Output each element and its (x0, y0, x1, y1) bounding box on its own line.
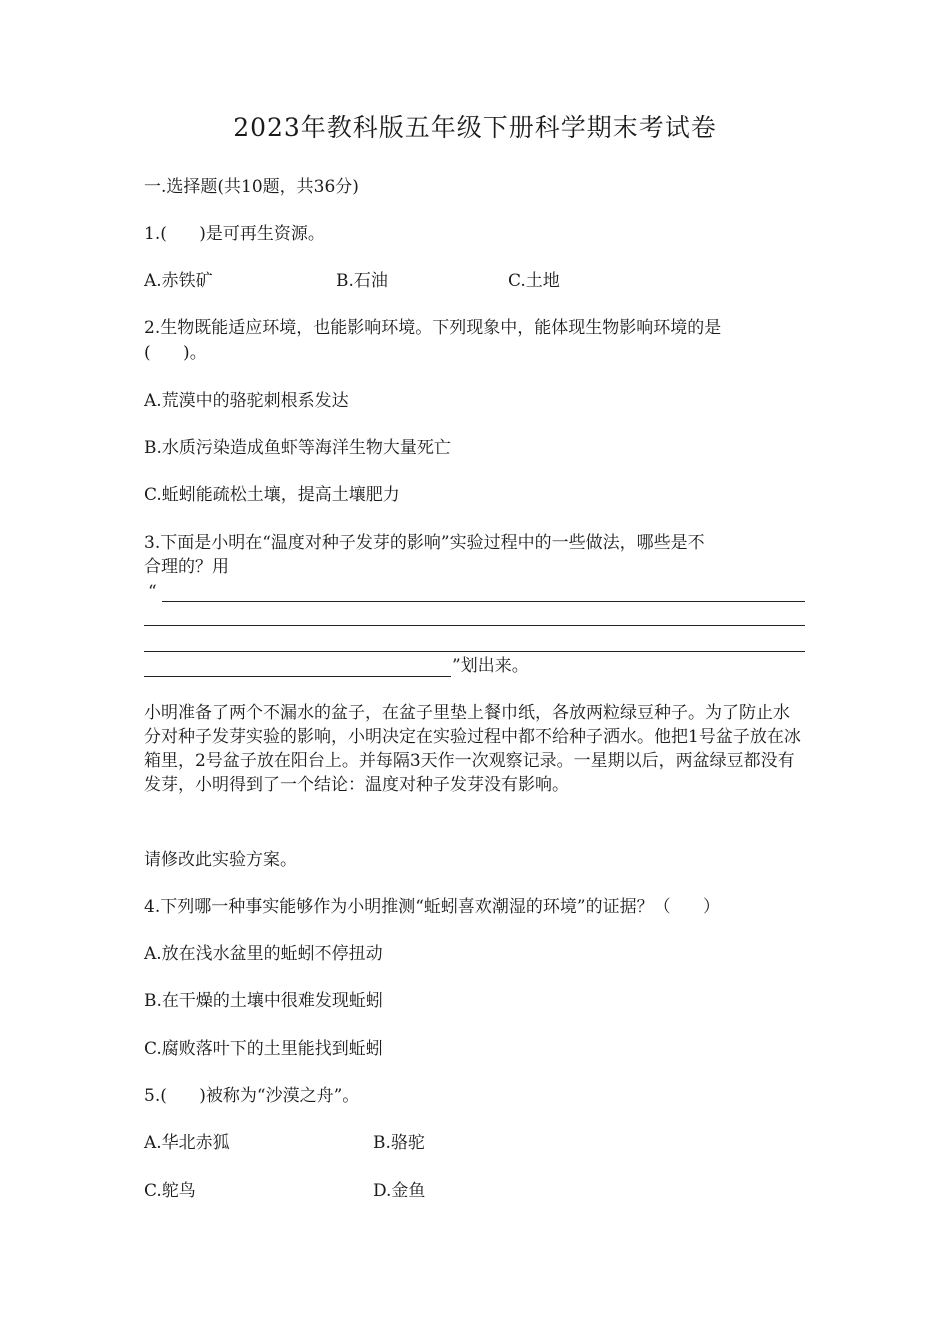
question-3-stem-line2: 合理的？用 (144, 557, 229, 577)
question-3-stem-line1: 3.下面是小明在“温度对种子发芽的影响”实验过程中的一些做法，哪些是不 (144, 533, 705, 553)
question-3-open-quote: “ (148, 582, 157, 602)
section-heading: 一.选择题(共10题，共36分) (144, 177, 359, 197)
question-1-stem: 1.( )是可再生资源。 (144, 224, 325, 244)
page-title: 2023年教科版五年级下册科学期末考试卷 (233, 113, 717, 142)
question-5-option-a: A.华北赤狐 (144, 1133, 230, 1153)
answer-blank-line (144, 625, 805, 626)
question-1-option-b: B.石油 (336, 271, 388, 291)
question-2-stem-line1: 2.生物既能适应环境，也能影响环境。下列现象中，能体现生物影响环境的是 (144, 318, 722, 338)
question-5-option-b: B.骆驼 (373, 1133, 425, 1153)
question-3-instruction: 请修改此实验方案。 (144, 850, 297, 870)
question-1-option-c: C.土地 (508, 271, 560, 291)
question-2-option-a: A.荒漠中的骆驼刺根系发达 (144, 391, 349, 411)
question-4-option-a: A.放在浅水盆里的蚯蚓不停扭动 (144, 944, 383, 964)
question-2-stem-line2: ( )。 (144, 343, 207, 363)
question-3-passage: 小明准备了两个不漏水的盆子，在盆子里垫上餐巾纸，各放两粒绿豆种子。为了防止水分对种子发芽实验的影响，小明决定在实验过程中都不给种子洒水。他把1号盆子放在冰箱里，2号盆子放在阳台上。并每隔3天作一次观察记录。一星期以后，两盆绿豆都没有发芽，小明得到了一个结论：温度对种子发芽没有影响。 (144, 703, 801, 795)
question-2-option-b: B.水质污染造成鱼虾等海洋生物大量死亡 (144, 438, 451, 458)
question-4-option-b: B.在干燥的土壤中很难发现蚯蚓 (144, 991, 383, 1011)
question-5-stem: 5.( )被称为“沙漠之舟”。 (144, 1086, 360, 1106)
answer-blank-line (144, 676, 451, 677)
question-5-option-d: D.金鱼 (373, 1181, 426, 1201)
question-4-stem: 4.下列哪一种事实能够作为小明推测“蚯蚓喜欢潮湿的环境”的证据？（ ） (144, 897, 721, 917)
question-3-close-text: ”划出来。 (452, 656, 529, 676)
question-5-option-c: C.鸵鸟 (144, 1181, 196, 1201)
question-2-option-c: C.蚯蚓能疏松土壤，提高土壤肥力 (144, 485, 400, 505)
answer-blank-line (144, 651, 805, 652)
question-1-option-a: A.赤铁矿 (144, 271, 213, 291)
question-4-option-c: C.腐败落叶下的土里能找到蚯蚓 (144, 1039, 383, 1059)
answer-blank-line (162, 601, 805, 602)
